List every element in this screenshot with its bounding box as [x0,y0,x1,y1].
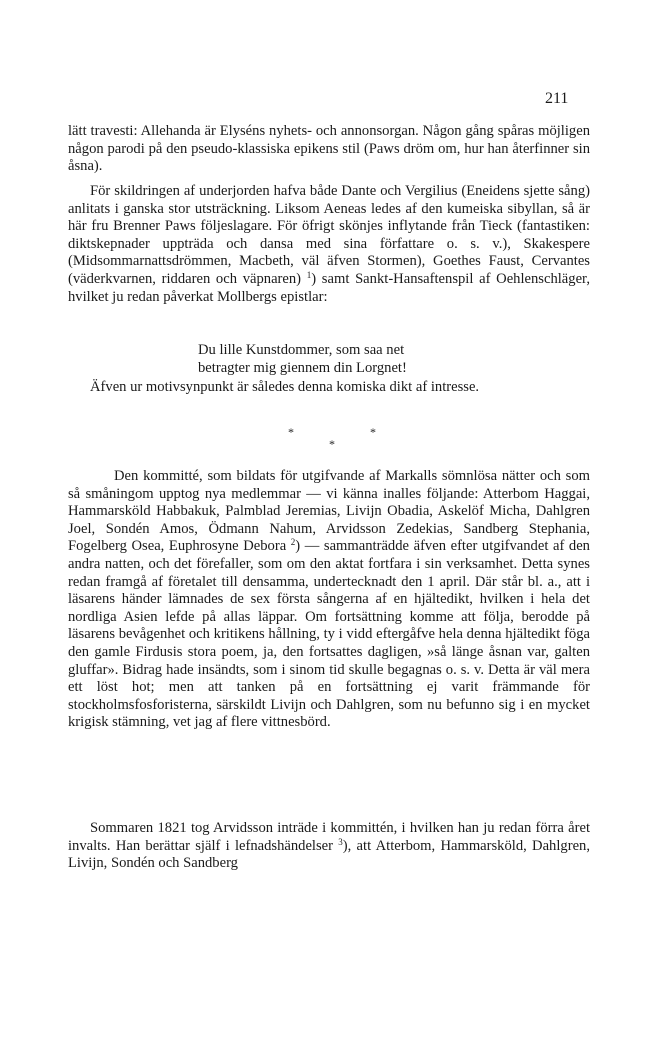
asterisk: * [288,425,294,439]
footnote-marker: 2 [290,537,296,548]
asterisk: * [329,437,335,451]
paragraph-motiv: Äfven ur motivsynpunkt är således denna komiska dikt af intresse. [90,379,480,395]
paragraph-text-continued: ) — sammanträdde äfven efter utgifvandet af den andra natten, och det förefaller, som om den aktat fortfara i sin verksamhet. Detta synes redan framgå af företalet till densamma, undertecknadt den 1 april. Där står bl. a., att i läsarens händer lämnades de sex första sångerna af en hjältedikt, hvilken i hela det nordliga Asien lefde på allas läppar. Om fortsättning komme att följa, berodde på läsarens bevågenhet och kritikens hållning, ty i vidd eftergåfve hela denna hjältedikt föga den gamle Firdusis stora poem, ja, den fortsattes dagligen, »så länge åsnan var, galten gluffar». Bidrag hade insändts, som i sinom tid skulle begagnas o. s. v. Detta är väl mera ett löst hot; men att tanken på en fortsättning ej varit främmande för stockholmsfosforisterna, särskildt Livijn och Dahlgren, som nu befunno sig i en mycket krigisk stämning, vet jag af flere vittnesbörd. [68,538,590,731]
paragraph-text-continued: ), att Atterbom, Hammarsköld, Dahlgren, Livijn, Sondén och Sandberg [68,837,590,872]
verse-line: Du lille Kunstdommer, som saa net [198,342,405,358]
paragraph-travesti: lätt travesti: Allehanda är Elyséns nyhets- och annonsorgan. Någon gång spåras möjligen någon parodi på den pseudo-klassiska epikens stil (Paws dröm om, hur han återfinner sin åsna). [68,123,590,175]
paragraph-sommaren [68,820,590,873]
paragraph-text: För skildringen af underjorden hafva både Dante och Vergilius (Eneidens sjette sång) anlitats i ganska stor utsträckning. Liksom Aeneas ledes af den kumeiska sibyllan, så är här fru Brenner Paws följeslagare. För öfrigt skönjes inflytande från Tieck (fantastiken: diktskepnader uppträda och dansa med sina författare o. s. v.), Skakespere (Midsommarnattsdrömmen, Macbeth, väl äfven Stormen), Goethes Faust, Cervantes (väderkvarnen, riddaren och väpnaren) [68,183,590,287]
footnote-marker: 3 [338,836,343,847]
footnote-marker: 1 [306,269,312,280]
paragraph-kommitte [68,468,590,732]
paragraph-text: Sommaren 1821 tog Arvidsson inträde i kommittén, i hvilken han ju redan förra året invalts. Han berättar själf i lefnadshändelser [68,820,590,854]
section-divider [0,425,657,455]
paragraph-text-continued: ) samt Sankt-Hansaftenspil af Oehlenschläger, hvilket ju redan påverkat Mollbergs epistlar: [68,270,590,305]
verse-line: betragter mig giennem din Lorgnet! [198,359,407,376]
asterisk: * [370,425,376,439]
paragraph-text: Den kommitté, som bildats för utgifvande af Markalls sömnlösa nätter och som så småningom upptog nya medlemmar — vi känna inalles följande: Atterbom Haggai, Hammarsköld Habbakuk, Palmblad Jeremias, Livijn Obadia, Askelöf Micha, Dahlgren Joel, Sondén Amos, Ödmann Nahum, Arvidsson Zedekias, Sandberg Stephania, Fogelberg Osea, Euphrosyne Debora [68,468,590,555]
verse-quote [198,342,528,377]
page-number: 211 [545,90,569,107]
paragraph-underjorden [68,183,590,306]
